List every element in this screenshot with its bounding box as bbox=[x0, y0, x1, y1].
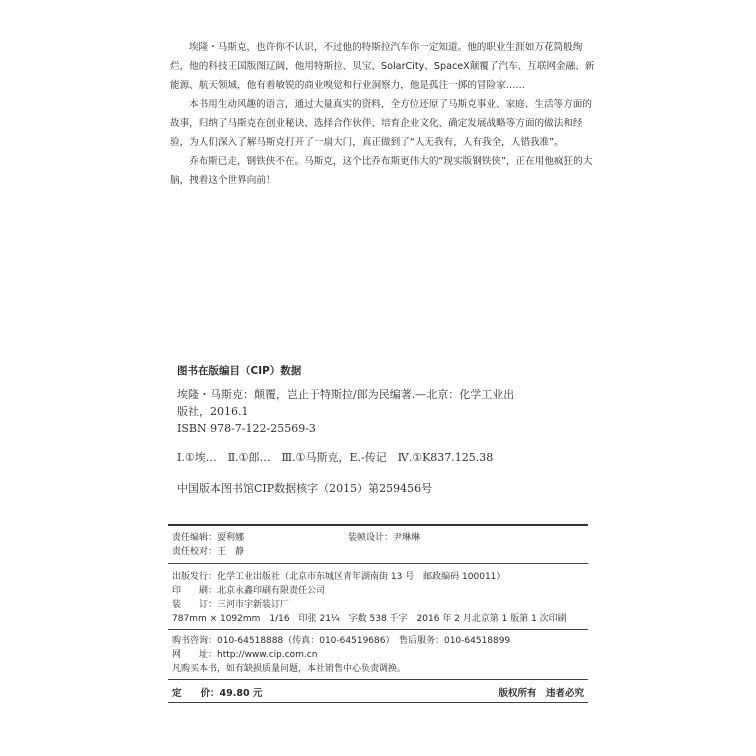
divider-line bbox=[168, 524, 588, 526]
intro-paragraph: 乔布斯已走，钢铁侠不在。马斯克，这个比乔布斯更伟大的“现实版钢铁侠”，正在用他疯狂的大脑，拽着这个世界向前！ bbox=[170, 156, 593, 186]
design-row bbox=[348, 532, 420, 544]
design-name: 尹琳琳 bbox=[393, 533, 421, 543]
replacement-notice: 凡购买本书，如有缺损质量问题，本社销售中心负责调换。 bbox=[172, 664, 407, 674]
website-url[interactable]: 网 址：http://www.cip.com.cn bbox=[172, 650, 318, 660]
website-info bbox=[172, 649, 317, 661]
purchase-contact: 购书咨询：010-64518888（传真：010-64519686） 售后服务：010-64518899 bbox=[172, 636, 511, 646]
editor-row bbox=[172, 532, 244, 544]
publisher-info: 出版发行：化学工业出版社（北京市东城区青年湖南街 13 号 邮政编码 100011） bbox=[172, 572, 506, 582]
cip-isbn: ISBN 978-7-122-25569-3 bbox=[177, 422, 316, 435]
book-intro bbox=[170, 38, 595, 190]
cip-line: 埃隆・马斯克：颠覆，岂止于特斯拉/郎为民编著.—北京：化学工业出 bbox=[177, 388, 515, 401]
print-specs: 787mm × 1092mm 1/16 印张 21¼ 字数 538 千字 2016 年 2 月北京第 1 版第 1 次印刷 bbox=[172, 614, 567, 624]
intro-paragraph: 埃隆・马斯克，也许你不认识，不过他的特斯拉汽车你一定知道。他的职业生涯如万花筒般绚烂，他的科技王国版图辽阔，他用特斯拉、贝宝、SolarCity、SpaceX颠覆了汽车、互联网金融、新能源、航天领域，他有着敏锐的商业嗅觉和行业洞察力，他是孤注一掷的冒险家…… bbox=[170, 42, 595, 91]
price-label: 定 价：49.80 元 bbox=[172, 688, 263, 699]
cip-core-number: 中国版本图书馆CIP数据核字（2015）第259456号 bbox=[177, 482, 433, 495]
cip-classification: Ⅰ.①埃… Ⅱ.①郎… Ⅲ.①马斯克，E.-传记 Ⅳ.①K837.125.38 bbox=[177, 451, 494, 464]
copyright-notice: 版权所有 违者必究 bbox=[498, 688, 584, 699]
proofreader-row bbox=[172, 546, 244, 558]
editor-name: 耍利娜 bbox=[217, 533, 245, 543]
cip-data-block bbox=[177, 386, 597, 497]
divider-line bbox=[168, 563, 588, 564]
cip-title: 图书在版编目（CIP）数据 bbox=[177, 365, 302, 377]
price-row bbox=[168, 685, 588, 699]
editor-label: 责任编辑： bbox=[172, 533, 218, 543]
divider-line bbox=[168, 679, 588, 680]
divider-line bbox=[168, 629, 588, 630]
proofreader-name: 王 静 bbox=[217, 547, 245, 557]
design-label: 装帧设计： bbox=[348, 533, 394, 543]
divider-line bbox=[168, 702, 588, 703]
binder-info: 装 订：三河市宇新装订厂 bbox=[172, 600, 290, 610]
intro-paragraph: 本书用生动风趣的语言，通过大量真实的资料，全方位还原了马斯克事业、家庭、生活等方面的故事，归纳了马斯克在创业秘诀、选择合作伙伴、培育企业文化、确定发展战略等方面的做法和经验，为人们深入了解马斯克打开了一扇大门，真正做到了“人无我有，人有我全，人错我准”。 bbox=[170, 99, 592, 148]
printer-info: 印 刷：北京永鑫印刷有限责任公司 bbox=[172, 586, 326, 596]
cip-line: 版社，2016.1 bbox=[177, 405, 249, 418]
proofreader-label: 责任校对： bbox=[172, 547, 218, 557]
